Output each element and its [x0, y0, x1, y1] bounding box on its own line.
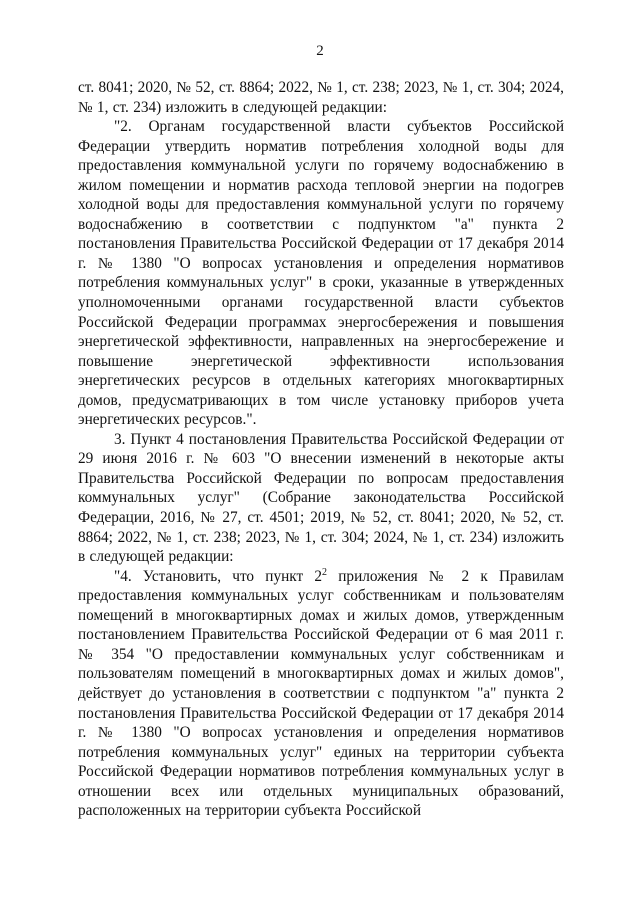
paragraph-point-3: 3. Пункт 4 постановления Правительства Российской Федерации от 29 июня 2016 г. № 603 "О внесении изменений в некоторые акты Правительства Российской Федерации по вопросам предоставления коммунальных услуг" (Собрание законодательства Российской Федерации, 2016, № 27, ст. 4501; 2019, № 52, ст. 8041; 2020, № 52, ст. 8864; 2022, № 1, ст. 238; 2023, № 1, ст. 304; 2024, № 1, ст. 234) изложить в следующей редакции:	[78, 430, 564, 566]
paragraph-point-4-text	[78, 567, 564, 821]
paragraph-text-after-superscript: приложения № 2 к Правилам предоставления коммунальных услуг собственникам и пользователям помещений в многоквартирных домах и жилых домов, утвержденным постановлением Правительства Российской Федерации от 6 мая 2011 г. № 354 "О предоставлении коммунальных услуг собственникам и пользователям помещений в многоквартирных домах и жилых домов", действует до установления в соответствии с подпунктом "а" пункта 2 постановления Правительства Российской Федерации от 17 декабря 2014 г. № 1380 "О вопросах установления и определения нормативов потребления коммунальных услуг" единых на территории субъекта Российской Федерации нормативов потребления коммунальных услуг в отношении всех или отдельных муниципальных образований, расположенных на территории субъекта Российской	[78, 567, 564, 820]
page-number: 2	[316, 43, 324, 59]
paragraph-continuation: ст. 8041; 2020, № 52, ст. 8864; 2022, № 1, ст. 238; 2023, № 1, ст. 304; 2024, № 1, ст. 234) изложить в следующей редакции:	[78, 79, 564, 116]
paragraph-text-before-superscript: "4. Установить, что пункт 2	[114, 567, 323, 585]
superscript: 2	[322, 566, 328, 578]
paragraph-item-2-text: "2. Органам государственной власти субъектов Российской Федерации утвердить норматив потребления холодной воды для предоставления коммунальной услуги по горячему водоснабжению в жилом помещении и норматив расхода тепловой энергии на подогрев холодной воды для предоставления коммунальной услуги по горячему водоснабжению в соответствии с подпунктом "а" пункта 2 постановления Правительства Российской Федерации от 17 декабря 2014 г. № 1380 "О вопросах установления и определения нормативов потребления коммунальных услуг" в сроки, указанные в утвержденных уполномоченными органами государственной власти субъектов Российской Федерации программах энергосбережения и повышения энергетической эффективности, направленных на энергосбережение и повышение энергетической эффективности использования энергетических ресурсов в отдельных категориях многоквартирных домов, предусматривающих в том числе установку приборов учета энергетических ресурсов.".	[78, 118, 564, 429]
document-body	[78, 78, 564, 821]
